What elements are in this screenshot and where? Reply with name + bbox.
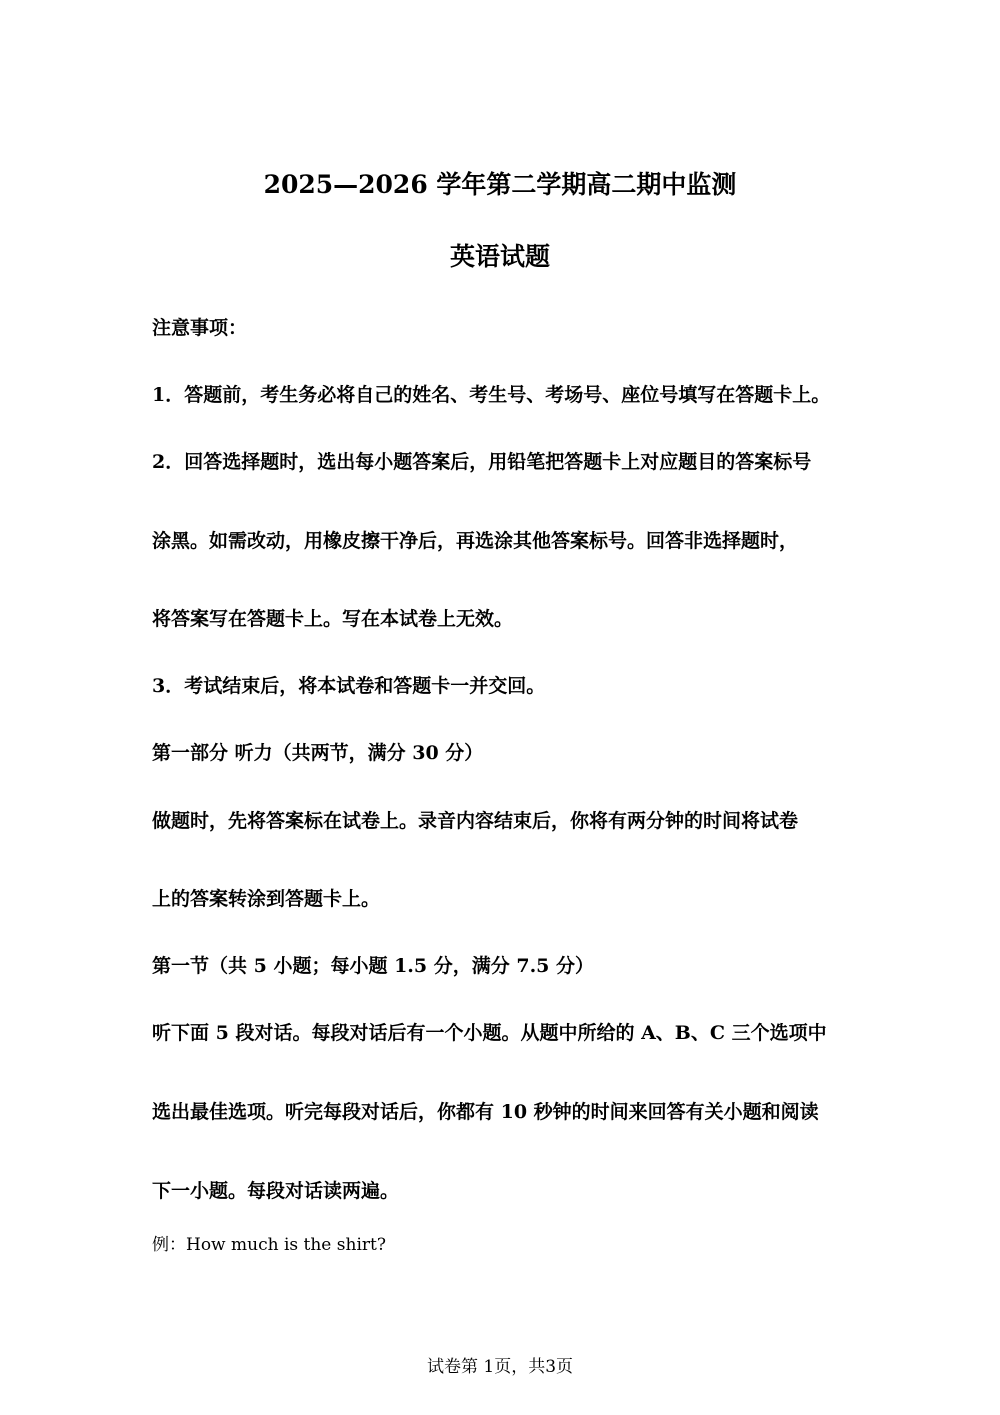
section1-instruction-line-1: 听下面 5 段对话。每段对话后有一个小题。从题中所给的 A、B、C 三个选项中 (152, 1022, 827, 1044)
exam-subtitle: 英语试题 (449, 242, 550, 271)
part1-heading: 第一部分 听力（共两节，满分 30 分） (152, 742, 484, 764)
notice-item-2-line-2: 涂黑。如需改动，用橡皮擦干净后，再选涂其他答案标号。回答非选择题时， (152, 530, 799, 552)
section1-instruction-line-2: 选出最佳选项。听完每段对话后，你都有 10 秒钟的时间来回答有关小题和阅读 (152, 1101, 819, 1123)
notice-heading: 注意事项： (152, 317, 248, 339)
notice-item-1: 1．答题前，考生务必将自己的姓名、考生号、考场号、座位号填写在答题卡上。 (152, 384, 831, 406)
part1-instruction-line-1: 做题时，先将答案标在试卷上。录音内容结束后，你将有两分钟的时间将试卷 (152, 810, 799, 832)
notice-item-2-line-3: 将答案写在答题卡上。写在本试卷上无效。 (152, 608, 514, 630)
page-footer: 试卷第 1页，共3页 (426, 1357, 574, 1377)
section1-heading: 第一节（共 5 小题；每小题 1.5 分，满分 7.5 分） (152, 955, 595, 977)
notice-item-2-line-1: 2．回答选择题时，选出每小题答案后，用铅笔把答题卡上对应题目的答案标号 (152, 451, 812, 473)
section1-instruction-line-3: 下一小题。每段对话读两遍。 (152, 1180, 400, 1202)
exam-title: 2025—2026 学年第二学期高二期中监测 (263, 170, 737, 199)
example-question: 例：How much is the shirt? (152, 1235, 386, 1255)
part1-instruction-line-2: 上的答案转涂到答题卡上。 (152, 888, 381, 910)
notice-item-3: 3．考试结束后，将本试卷和答题卡一并交回。 (152, 675, 546, 697)
